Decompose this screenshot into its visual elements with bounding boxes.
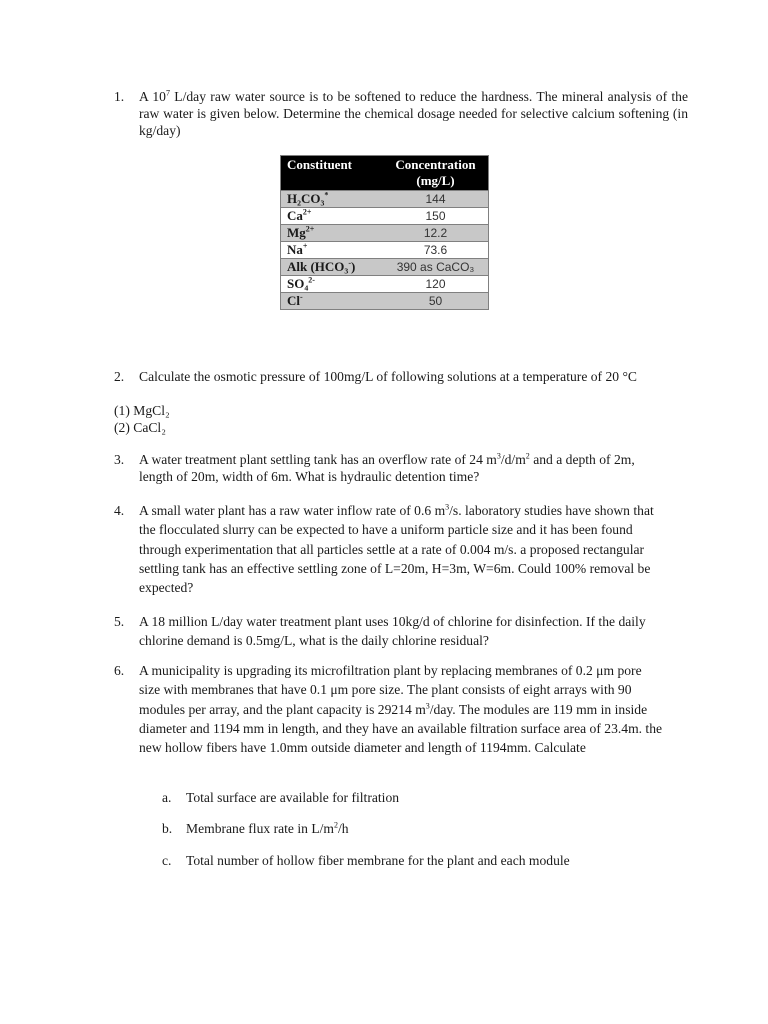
question-text: A small water plant has a raw water inflow rate of 0.6 $m^3/s$. laboratory studies have shown that the flocculated slurry can be expected to have a uniform particle size and it has been found through experimentation that all particles settle at a rate of 0.004 m/s. a proposed rectangular settling tank has an effective settling zone of L=20m, H=3m, W=6m. Could 100% removal be expected? <box>139 502 654 596</box>
question-1 <box>114 88 688 139</box>
question-2-option: (2) CaCl₂ <box>114 420 166 435</box>
question-text: A 18 million L/day water treatment plant uses 10kg/d of chlorine for disinfection. If the daily chlorine demand is 0.5mg/L, what is the daily chlorine residual? <box>139 614 646 649</box>
question-2-option: (1) MgCl₂ <box>114 403 170 418</box>
question-number: 5. <box>114 614 125 629</box>
question-2 <box>114 368 688 385</box>
question-text: A water treatment plant settling tank has an overflow rate of 24 $m^3/d/m^2$ and a depth of 2m, length of 20m, width of 6m. What is hydraulic detention time? <box>139 451 635 484</box>
question-text: Calculate the osmotic pressure of 100mg/L of following solutions at a temperature of 20 °C <box>139 369 637 384</box>
mineral-analysis-table <box>280 155 489 310</box>
question-number: 1. <box>114 89 125 104</box>
question-6-part-c: c. Total number of hollow fiber membrane for the plant and each module <box>162 853 570 868</box>
table-row: SO₄$^{2-}$ 120 <box>281 276 489 293</box>
question-6 <box>114 661 666 757</box>
table-row: $Ca^{2+}$ 150 <box>281 208 489 225</box>
column-header-constituent: Constituent <box>281 156 384 191</box>
question-3 <box>114 451 664 485</box>
question-number: 3. <box>114 452 125 467</box>
table-row: Cl- 50 <box>281 293 489 310</box>
column-header-concentration: Concentration (mg/L) <box>383 156 489 191</box>
question-5 <box>114 612 666 651</box>
question-text: A $10^7$ L/day raw water source is to be softened to reduce the hardness. The mineral analysis of the raw water is given below. Determine the chemical dosage needed for selective calcium softening (in kg/day) <box>139 88 689 138</box>
table-row: H₂CO₃* 144 <box>281 191 489 208</box>
question-number: 4. <box>114 503 125 518</box>
question-6-part-b: b. Membrane flux rate in $L/m^2/h$ <box>162 820 349 836</box>
table-row: Na+ 73.6 <box>281 242 489 259</box>
question-text: A municipality is upgrading its microfiltration plant by replacing membranes of 0.2 μm pore size with membranes that have 0.1 μm pore size. The plant consists of eight arrays with 90 modules per array, and the plant capacity is 29214 $m^3$/day. The modules are 119 mm in inside diameter and 1194 mm in length, and they have an available filtration surface area of 23.4m. the new hollow fibers have 1.0mm outside diameter and length of 1194mm. Calculate <box>139 663 663 756</box>
question-number: 2. <box>114 369 125 384</box>
table-row: $Mg^{2+}$ 12.2 <box>281 225 489 242</box>
question-number: 6. <box>114 663 125 678</box>
question-4 <box>114 501 666 597</box>
table-row: Alk (HCO₃-) 390 as CaCO₃ <box>281 259 489 276</box>
question-6-part-a: a. Total surface are available for filtration <box>162 790 400 805</box>
